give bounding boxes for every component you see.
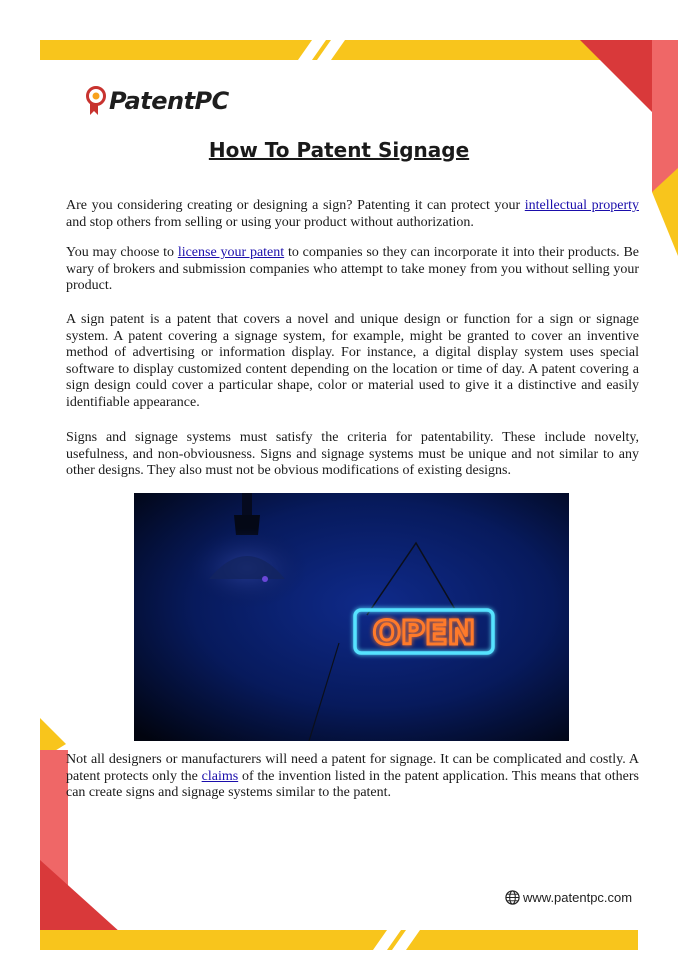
- paragraph-text: and stop others from selling or using your product without authorization.: [66, 214, 474, 230]
- intellectual-property-link[interactable]: intellectual property: [524, 198, 639, 213]
- website-url: www.patentpc.com: [523, 890, 633, 905]
- right-coral-strip: [652, 40, 678, 192]
- page-title: How To Patent Signage: [208, 138, 470, 162]
- neon-open-text: OPEN: [372, 613, 476, 652]
- paragraph-patentability: Signs and signage systems must satisfy the criteria for patentability. These include novelty, usefulness, and non-obviousness. Signs and signage systems must be unique and not similar to any other designs. They also must not be obvious modifications of existing designs.: [66, 430, 639, 478]
- brand-name: PatentPC: [109, 87, 229, 115]
- bottom-yellow-bar: [40, 930, 638, 950]
- license-your-patent-link[interactable]: license your patent: [177, 245, 285, 260]
- patentpc-logo-icon: [86, 86, 106, 116]
- paragraph-text: Are you considering creating or designing a sign? Patenting it can protect your: [66, 198, 525, 213]
- paragraph-sign-patent: A sign patent is a patent that covers a novel and unique design or function for a sign or signage system. A patent covering a signage system, for example, might be granted to cover an inventive method of advertising or information display. For instance, a digital display system uses special software to display customized content depending on the location or time of day. A patent covering a sign design could cover a particular shape, color or material used to give it a distinctive and easily identifiable appearance.: [66, 312, 639, 410]
- paragraph-intro: [66, 198, 639, 231]
- paragraph-costs: [66, 752, 639, 802]
- neon-open-sign-image: [134, 493, 569, 741]
- top-right-red-triangle: [580, 40, 652, 112]
- brand-logo[interactable]: [86, 85, 229, 117]
- paragraph-licensing: [66, 245, 639, 295]
- paragraph-text: You may choose to: [66, 245, 178, 260]
- paragraph-text: of the invention listed in the patent application. This means that others can create signs and signage systems similar to the patent.: [66, 768, 639, 800]
- paragraph-text: to companies so they can incorporate it into their products. Be wary of brokers and submission companies who attempt to take money from you without selling your product.: [66, 245, 640, 293]
- globe-icon: [505, 890, 520, 905]
- claims-link[interactable]: claims: [201, 768, 239, 784]
- website-footer[interactable]: [505, 890, 632, 905]
- paragraph-text: Not all designers or manufacturers will need a patent for signage. It can be complicated and costly. A patent protects only the: [66, 752, 639, 784]
- open-sign-photo: [134, 493, 569, 741]
